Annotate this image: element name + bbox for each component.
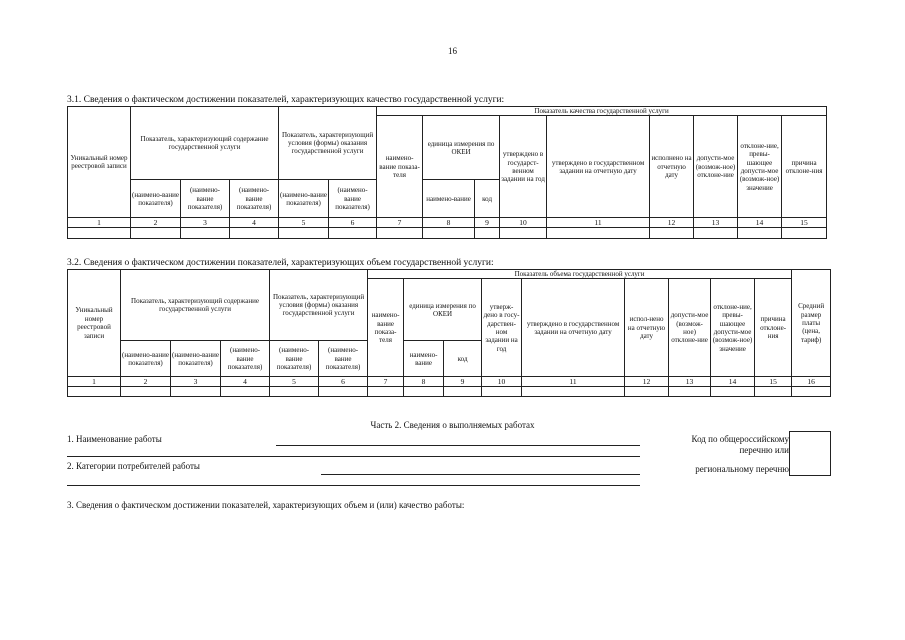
consumers-line <box>321 474 640 475</box>
column-number: 5 <box>270 377 319 387</box>
col-unit-okei: единица измерения по ОКЕИ <box>404 279 482 341</box>
column-number: 15 <box>782 218 827 228</box>
col-unique-number: Уникальный номер реестровой записи <box>68 270 121 377</box>
col-allowed-deviation: допусти-мое (возмож-ное) отклоне-ние <box>669 279 711 377</box>
sub-indicator-name: (наимено-вание показателя) <box>221 341 270 377</box>
col-conditions: Показатель, характеризующий условия (формы) оказания государственной услуги <box>279 107 377 180</box>
col-exceeding-deviation: отклоне-ние, превы-шающее допусти-мое (возмож-ное) значение <box>738 116 782 218</box>
col-unit-code: код <box>444 341 482 377</box>
col-deviation-reason: причина отклоне-ния <box>782 116 827 218</box>
work-name-label: 1. Наименование работы <box>67 434 162 444</box>
consumers-label: 2. Категории потребителей работы <box>67 461 200 471</box>
sub-indicator-name: (наимено-вание показателя) <box>230 180 279 218</box>
sub-indicator-name: (наимено-вание показателя) <box>270 341 319 377</box>
code-label-line-1: Код по общероссийскому <box>691 434 789 444</box>
work-name-line-2 <box>67 456 640 457</box>
column-number: 9 <box>475 218 500 228</box>
section-3-title: 3. Сведения о фактическом достижении показателей, характеризующих объем и (или) качество работы: <box>67 500 465 510</box>
col-average-fee: Средний размер платы (цена, тариф) <box>792 270 831 377</box>
sub-indicator-name: (наимено-вание показателя) <box>279 180 329 218</box>
column-number: 11 <box>547 218 650 228</box>
col-indicator-name: наимено-вание показа-теля <box>377 116 423 218</box>
col-exceeding-deviation: отклоне-ние, превы-шающее допусти-мое (возмож-ное) значение <box>711 279 755 377</box>
section-3-2-title: 3.2. Сведения о фактическом достижении показателей, характеризующих объем государственной услуги: <box>67 258 494 268</box>
col-unit-name: наимено-вание <box>404 341 444 377</box>
column-number: 8 <box>423 218 475 228</box>
col-deviation-reason: причина отклоне-ния <box>755 279 792 377</box>
col-approved-date: утверждено в государственном задании на отчетную дату <box>547 116 650 218</box>
col-content: Показатель, характеризующий содержание государственной услуги <box>131 107 279 180</box>
sub-indicator-name: (наимено-вание показателя) <box>329 180 377 218</box>
column-number: 11 <box>522 377 625 387</box>
col-volume-indicator: Показатель объема государственной услуги <box>368 270 792 279</box>
code-input-box[interactable] <box>789 431 831 476</box>
empty-data-row <box>68 387 831 397</box>
column-number: 12 <box>625 377 669 387</box>
sub-indicator-name: (наимено-вание показателя) <box>121 341 171 377</box>
column-number: 9 <box>444 377 482 387</box>
quality-indicators-table <box>67 106 827 239</box>
col-approved-year: утверж-дено в госу-дарствен-ном задании на год <box>482 279 522 377</box>
col-allowed-deviation: допусти-мое (возмож-ное) отклоне-ние <box>694 116 738 218</box>
column-number: 2 <box>131 218 181 228</box>
column-number: 2 <box>121 377 171 387</box>
sub-indicator-name: (наимено-вание показателя) <box>181 180 230 218</box>
volume-indicators-table <box>67 269 831 397</box>
consumers-line-2 <box>67 485 640 486</box>
column-number: 15 <box>755 377 792 387</box>
sub-indicator-name: (наимено-вание показателя) <box>131 180 181 218</box>
code-label-line-3: региональному перечню <box>695 464 789 474</box>
column-number: 16 <box>792 377 831 387</box>
col-quality-indicator: Показатель качества государственной услуги <box>377 107 827 116</box>
column-number: 5 <box>279 218 329 228</box>
page-number: 16 <box>448 46 457 56</box>
column-number: 13 <box>694 218 738 228</box>
col-content: Показатель, характеризующий содержание государственной услуги <box>121 270 270 341</box>
column-number: 6 <box>329 218 377 228</box>
sub-indicator-name: (наимено-вание показателя) <box>319 341 368 377</box>
col-done: испол-нено на отчетную дату <box>625 279 669 377</box>
col-done: исполнено на отчетную дату <box>650 116 694 218</box>
work-name-line <box>276 445 640 446</box>
empty-data-row <box>68 228 827 239</box>
column-number: 10 <box>482 377 522 387</box>
column-number: 14 <box>738 218 782 228</box>
column-number: 12 <box>650 218 694 228</box>
code-label-line-2: перечню или <box>739 445 789 455</box>
column-number: 7 <box>377 218 423 228</box>
column-number: 14 <box>711 377 755 387</box>
part-2-title: Часть 2. Сведения о выполняемых работах <box>370 420 535 430</box>
column-number: 10 <box>500 218 547 228</box>
col-unit-name: наимено-вание <box>423 180 475 218</box>
col-approved-year: утверждено в государст-венном задании на год <box>500 116 547 218</box>
section-3-1-title: 3.1. Сведения о фактическом достижении показателей, характеризующих качество государственной услуги: <box>67 95 505 105</box>
column-number: 1 <box>68 377 121 387</box>
column-number: 8 <box>404 377 444 387</box>
col-approved-date: утверждено в государственном задании на отчетную дату <box>522 279 625 377</box>
column-number: 3 <box>171 377 221 387</box>
col-unit-okei: единица измерения по ОКЕИ <box>423 116 500 180</box>
column-number: 7 <box>368 377 404 387</box>
column-number: 1 <box>68 218 131 228</box>
column-number: 6 <box>319 377 368 387</box>
sub-indicator-name: (наимено-вание показателя) <box>171 341 221 377</box>
column-number: 13 <box>669 377 711 387</box>
column-number: 3 <box>181 218 230 228</box>
col-indicator-name: наимено-вание показа-теля <box>368 279 404 377</box>
col-conditions: Показатель, характеризующий условия (формы) оказания государственной услуги <box>270 270 368 341</box>
col-unit-code: код <box>475 180 500 218</box>
column-number: 4 <box>221 377 270 387</box>
column-number: 4 <box>230 218 279 228</box>
col-unique-number: Уникальный номер реестровой записи <box>68 107 131 218</box>
